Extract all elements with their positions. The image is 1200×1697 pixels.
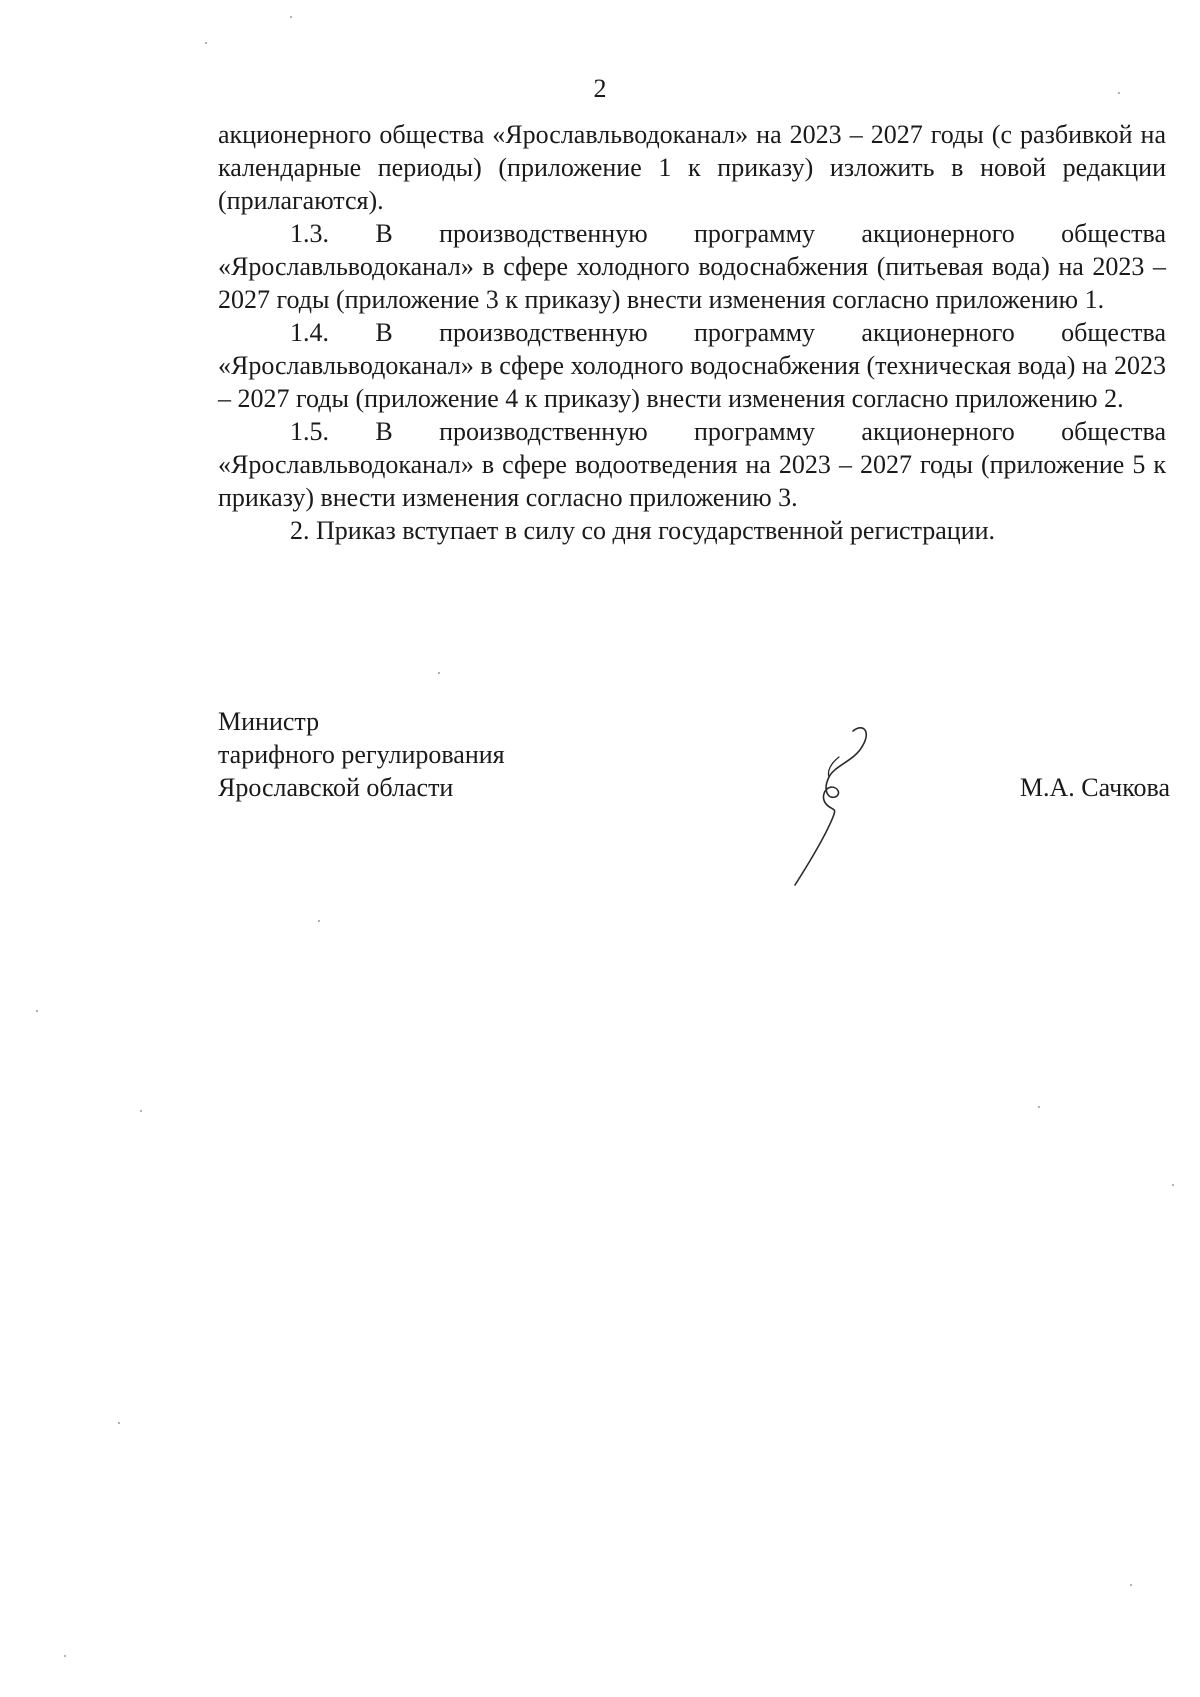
signatory-title-line: тарифного регулирования <box>218 740 505 769</box>
paragraph-1-3: 1.3. В производственную программу акционерного общества «Ярославльводоканал» в сфере холодного водоснабжения (питьевая вода) на 2023 – 2027 годы (приложение 3 к приказу) внести изменения согласно приложению 1. <box>218 219 1166 314</box>
scan-speck <box>318 920 320 922</box>
signatory-title-line: Ярославской области <box>218 773 454 802</box>
document-body <box>218 118 1166 547</box>
paragraph-continuation: акционерного общества «Ярославльводоканал» на 2023 – 2027 годы (с разбивкой на календарные периоды) (приложение 1 к приказу) изложить в новой редакции (прилагаются). <box>218 120 1166 215</box>
signatory-title-line: Министр <box>218 707 320 736</box>
scan-speck <box>438 672 440 674</box>
scan-speck <box>118 1422 120 1424</box>
scan-speck <box>1118 92 1120 94</box>
scan-speck <box>205 42 207 44</box>
paragraph-1-5: 1.5. В производственную программу акционерного общества «Ярославльводоканал» в сфере водоотведения на 2023 – 2027 годы (приложение 5 к приказу) внести изменения согласно приложению 3. <box>218 417 1166 512</box>
scan-speck <box>140 1110 142 1112</box>
scan-speck <box>64 1655 66 1657</box>
signature-block <box>218 705 1178 885</box>
scan-speck <box>1130 1584 1132 1586</box>
signatory-name: М.А. Сачкова <box>1019 773 1170 802</box>
signatory-title <box>218 705 505 804</box>
handwritten-signature <box>783 713 893 888</box>
paragraph-2: 2. Приказ вступает в силу со дня государственной регистрации. <box>290 516 996 545</box>
scan-speck <box>290 16 292 18</box>
scan-speck <box>36 1010 38 1012</box>
scan-speck <box>1172 1184 1174 1186</box>
paragraph-1-4: 1.4. В производственную программу акционерного общества «Ярославльводоканал» в сфере холодного водоснабжения (техническая вода) на 2023 – 2027 годы (приложение 4 к приказу) внести изменения согласно приложению 2. <box>218 318 1166 413</box>
page-number: 2 <box>593 74 607 103</box>
scan-speck <box>1038 1106 1040 1108</box>
